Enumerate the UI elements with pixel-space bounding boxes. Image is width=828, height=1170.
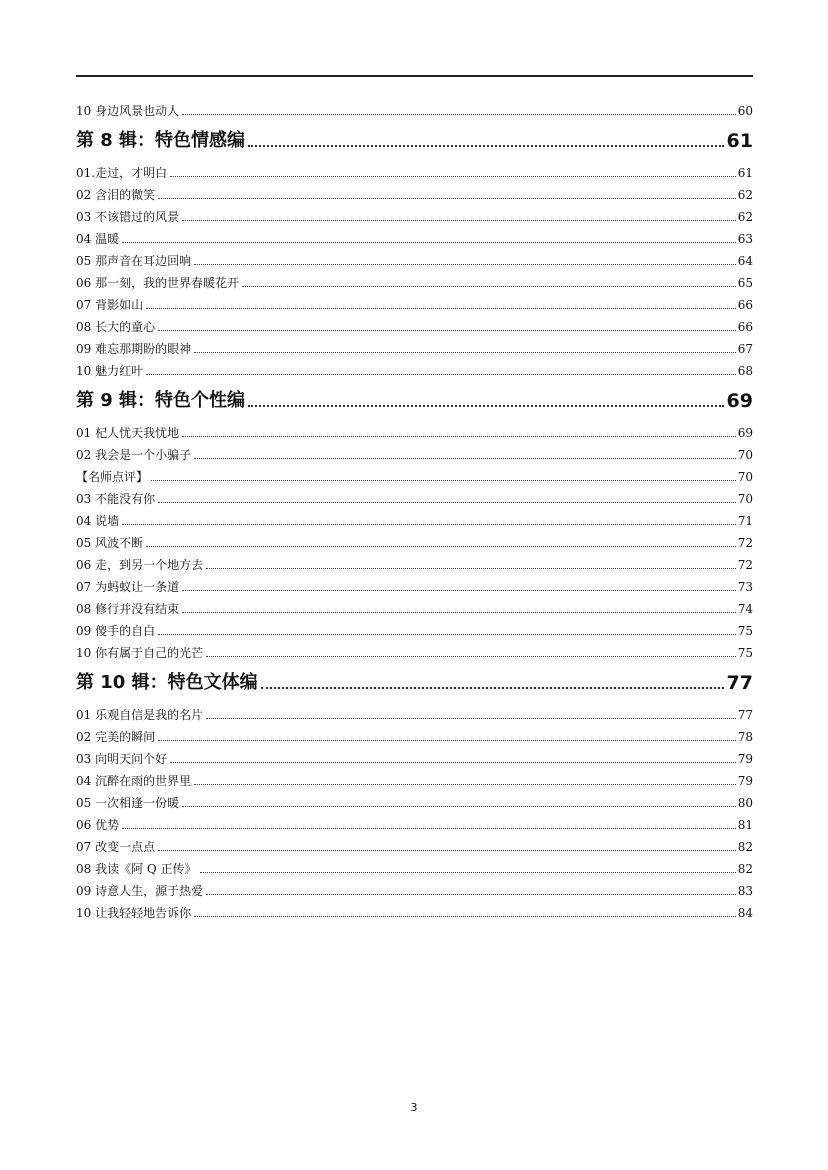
entry-page-number: 62 <box>737 210 753 224</box>
entry-page-number: 74 <box>737 602 753 616</box>
entry-page-number: 61 <box>737 166 753 180</box>
toc-entry[interactable] <box>76 550 753 572</box>
dot-leader <box>182 220 736 221</box>
dot-leader <box>170 762 736 763</box>
entry-title: 01 乐观自信是我的名片 <box>76 708 204 722</box>
entry-title: 07 改变一点点 <box>76 840 156 854</box>
entry-page-number: 78 <box>737 730 753 744</box>
toc-entry[interactable] <box>76 810 753 832</box>
dot-leader <box>248 405 723 407</box>
entry-page-number: 72 <box>737 536 753 550</box>
toc-entry[interactable] <box>76 440 753 462</box>
toc-entry[interactable] <box>76 638 753 660</box>
toc-entry[interactable] <box>76 334 753 356</box>
toc-entry[interactable] <box>76 484 753 506</box>
dot-leader <box>151 480 736 481</box>
entry-page-number: 75 <box>737 646 753 660</box>
entry-page-number: 83 <box>737 884 753 898</box>
toc-section-heading[interactable] <box>76 378 753 418</box>
section-page-number: 77 <box>726 672 753 694</box>
entry-title: 05 那声音在耳边回响 <box>76 254 192 268</box>
table-of-contents <box>76 96 753 920</box>
dot-leader <box>242 286 736 287</box>
dot-leader <box>122 828 736 829</box>
toc-entry[interactable] <box>76 96 753 118</box>
toc-entry[interactable] <box>76 854 753 876</box>
entry-page-number: 80 <box>737 796 753 810</box>
entry-page-number: 70 <box>737 470 753 484</box>
dot-leader <box>146 546 736 547</box>
entry-title: 10 魅力红叶 <box>76 364 144 378</box>
entry-page-number: 62 <box>737 188 753 202</box>
entry-page-number: 75 <box>737 624 753 638</box>
toc-section-heading[interactable] <box>76 660 753 700</box>
entry-title: 07 背影如山 <box>76 298 144 312</box>
entry-page-number: 67 <box>737 342 753 356</box>
section-title: 第 10 辑：特色文体编 <box>76 672 258 693</box>
toc-entry[interactable] <box>76 506 753 528</box>
entry-title: 04 说墙 <box>76 514 120 528</box>
entry-title: 【名师点评】 <box>76 470 149 484</box>
entry-title: 02 我会是一个小骗子 <box>76 448 192 462</box>
entry-page-number: 64 <box>737 254 753 268</box>
dot-leader <box>158 198 736 199</box>
entry-page-number: 63 <box>737 232 753 246</box>
entry-title: 06 走，到另一个地方去 <box>76 558 204 572</box>
dot-leader <box>206 568 736 569</box>
entry-page-number: 79 <box>737 774 753 788</box>
toc-entry[interactable] <box>76 418 753 440</box>
entry-title: 04 温暖 <box>76 232 120 246</box>
dot-leader <box>182 806 736 807</box>
entry-page-number: 66 <box>737 320 753 334</box>
toc-entry[interactable] <box>76 832 753 854</box>
entry-page-number: 79 <box>737 752 753 766</box>
toc-section-heading[interactable] <box>76 118 753 158</box>
toc-entry[interactable] <box>76 744 753 766</box>
section-title: 第 9 辑：特色个性编 <box>76 390 246 411</box>
toc-entry[interactable] <box>76 572 753 594</box>
dot-leader <box>158 634 736 635</box>
toc-entry[interactable] <box>76 788 753 810</box>
dot-leader <box>194 352 736 353</box>
header-rule <box>76 75 753 77</box>
dot-leader <box>261 687 724 689</box>
entry-page-number: 81 <box>737 818 753 832</box>
dot-leader <box>182 114 736 115</box>
dot-leader <box>194 916 736 917</box>
entry-page-number: 73 <box>737 580 753 594</box>
entry-title: 10 让我轻轻地告诉你 <box>76 906 192 920</box>
entry-page-number: 60 <box>737 104 753 118</box>
toc-entry[interactable] <box>76 528 753 550</box>
toc-entry[interactable] <box>76 876 753 898</box>
entry-title: 03 不该错过的风景 <box>76 210 180 224</box>
entry-page-number: 82 <box>737 840 753 854</box>
entry-title: 08 修行并没有结束 <box>76 602 180 616</box>
entry-title: 07 为蚂蚁让一条道 <box>76 580 180 594</box>
toc-entry[interactable] <box>76 722 753 744</box>
entry-page-number: 77 <box>737 708 753 722</box>
entry-title: 03 不能没有你 <box>76 492 156 506</box>
dot-leader <box>200 872 736 873</box>
entry-title: 06 那一刻，我的世界春暖花开 <box>76 276 240 290</box>
toc-entry[interactable] <box>76 246 753 268</box>
dot-leader <box>206 656 736 657</box>
entry-title: 06 优势 <box>76 818 120 832</box>
entry-title: 01 杞人忧天我忧地 <box>76 426 180 440</box>
dot-leader <box>194 458 736 459</box>
entry-title: 05 风波不断 <box>76 536 144 550</box>
entry-title: 09 难忘那期盼的眼神 <box>76 342 192 356</box>
dot-leader <box>182 612 736 613</box>
entry-title: 02 完美的瞬间 <box>76 730 156 744</box>
section-page-number: 61 <box>726 130 753 152</box>
dot-leader <box>206 718 736 719</box>
entry-page-number: 71 <box>737 514 753 528</box>
entry-title: 05 一次相逢一份暖 <box>76 796 180 810</box>
dot-leader <box>194 264 736 265</box>
toc-entry[interactable] <box>76 202 753 224</box>
dot-leader <box>122 242 736 243</box>
entry-page-number: 70 <box>737 448 753 462</box>
entry-title: 08 长大的童心 <box>76 320 156 334</box>
toc-entry[interactable] <box>76 224 753 246</box>
entry-page-number: 66 <box>737 298 753 312</box>
toc-entry[interactable] <box>76 180 753 202</box>
entry-page-number: 72 <box>737 558 753 572</box>
toc-entry[interactable] <box>76 312 753 334</box>
entry-title: 09 诗意人生，源于热爱 <box>76 884 204 898</box>
toc-entry[interactable] <box>76 356 753 378</box>
entry-page-number: 65 <box>737 276 753 290</box>
dot-leader <box>158 850 736 851</box>
dot-leader <box>182 436 736 437</box>
dot-leader <box>248 145 723 147</box>
toc-entry[interactable] <box>76 594 753 616</box>
section-title: 第 8 辑：特色情感编 <box>76 130 246 151</box>
entry-page-number: 84 <box>737 906 753 920</box>
toc-entry[interactable] <box>76 158 753 180</box>
dot-leader <box>158 330 736 331</box>
dot-leader <box>194 784 736 785</box>
dot-leader <box>146 374 736 375</box>
entry-title: 02 含泪的微笑 <box>76 188 156 202</box>
toc-entry[interactable] <box>76 462 753 484</box>
entry-title: 10 你有属于自己的光芒 <box>76 646 204 660</box>
entry-title: 04 沉醉在雨的世界里 <box>76 774 192 788</box>
section-page-number: 69 <box>726 390 753 412</box>
page-number: 3 <box>410 1101 418 1114</box>
toc-entry[interactable] <box>76 700 753 722</box>
entry-page-number: 70 <box>737 492 753 506</box>
dot-leader <box>122 524 736 525</box>
toc-entry[interactable] <box>76 616 753 638</box>
dot-leader <box>170 176 736 177</box>
entry-title: 01.走过，才明白 <box>76 166 168 180</box>
toc-entry[interactable] <box>76 290 753 312</box>
toc-entry[interactable] <box>76 766 753 788</box>
entry-page-number: 69 <box>737 426 753 440</box>
dot-leader <box>206 894 736 895</box>
toc-entry[interactable] <box>76 268 753 290</box>
dot-leader <box>182 590 736 591</box>
entry-title: 10 身边风景也动人 <box>76 104 180 118</box>
entry-title: 09 傻手的自白 <box>76 624 156 638</box>
toc-entry[interactable] <box>76 898 753 920</box>
dot-leader <box>158 740 736 741</box>
entry-page-number: 68 <box>737 364 753 378</box>
entry-page-number: 82 <box>737 862 753 876</box>
dot-leader <box>146 308 736 309</box>
entry-title: 03 向明天问个好 <box>76 752 168 766</box>
dot-leader <box>158 502 736 503</box>
entry-title: 08 我读《阿 Q 正传》 <box>76 862 197 876</box>
